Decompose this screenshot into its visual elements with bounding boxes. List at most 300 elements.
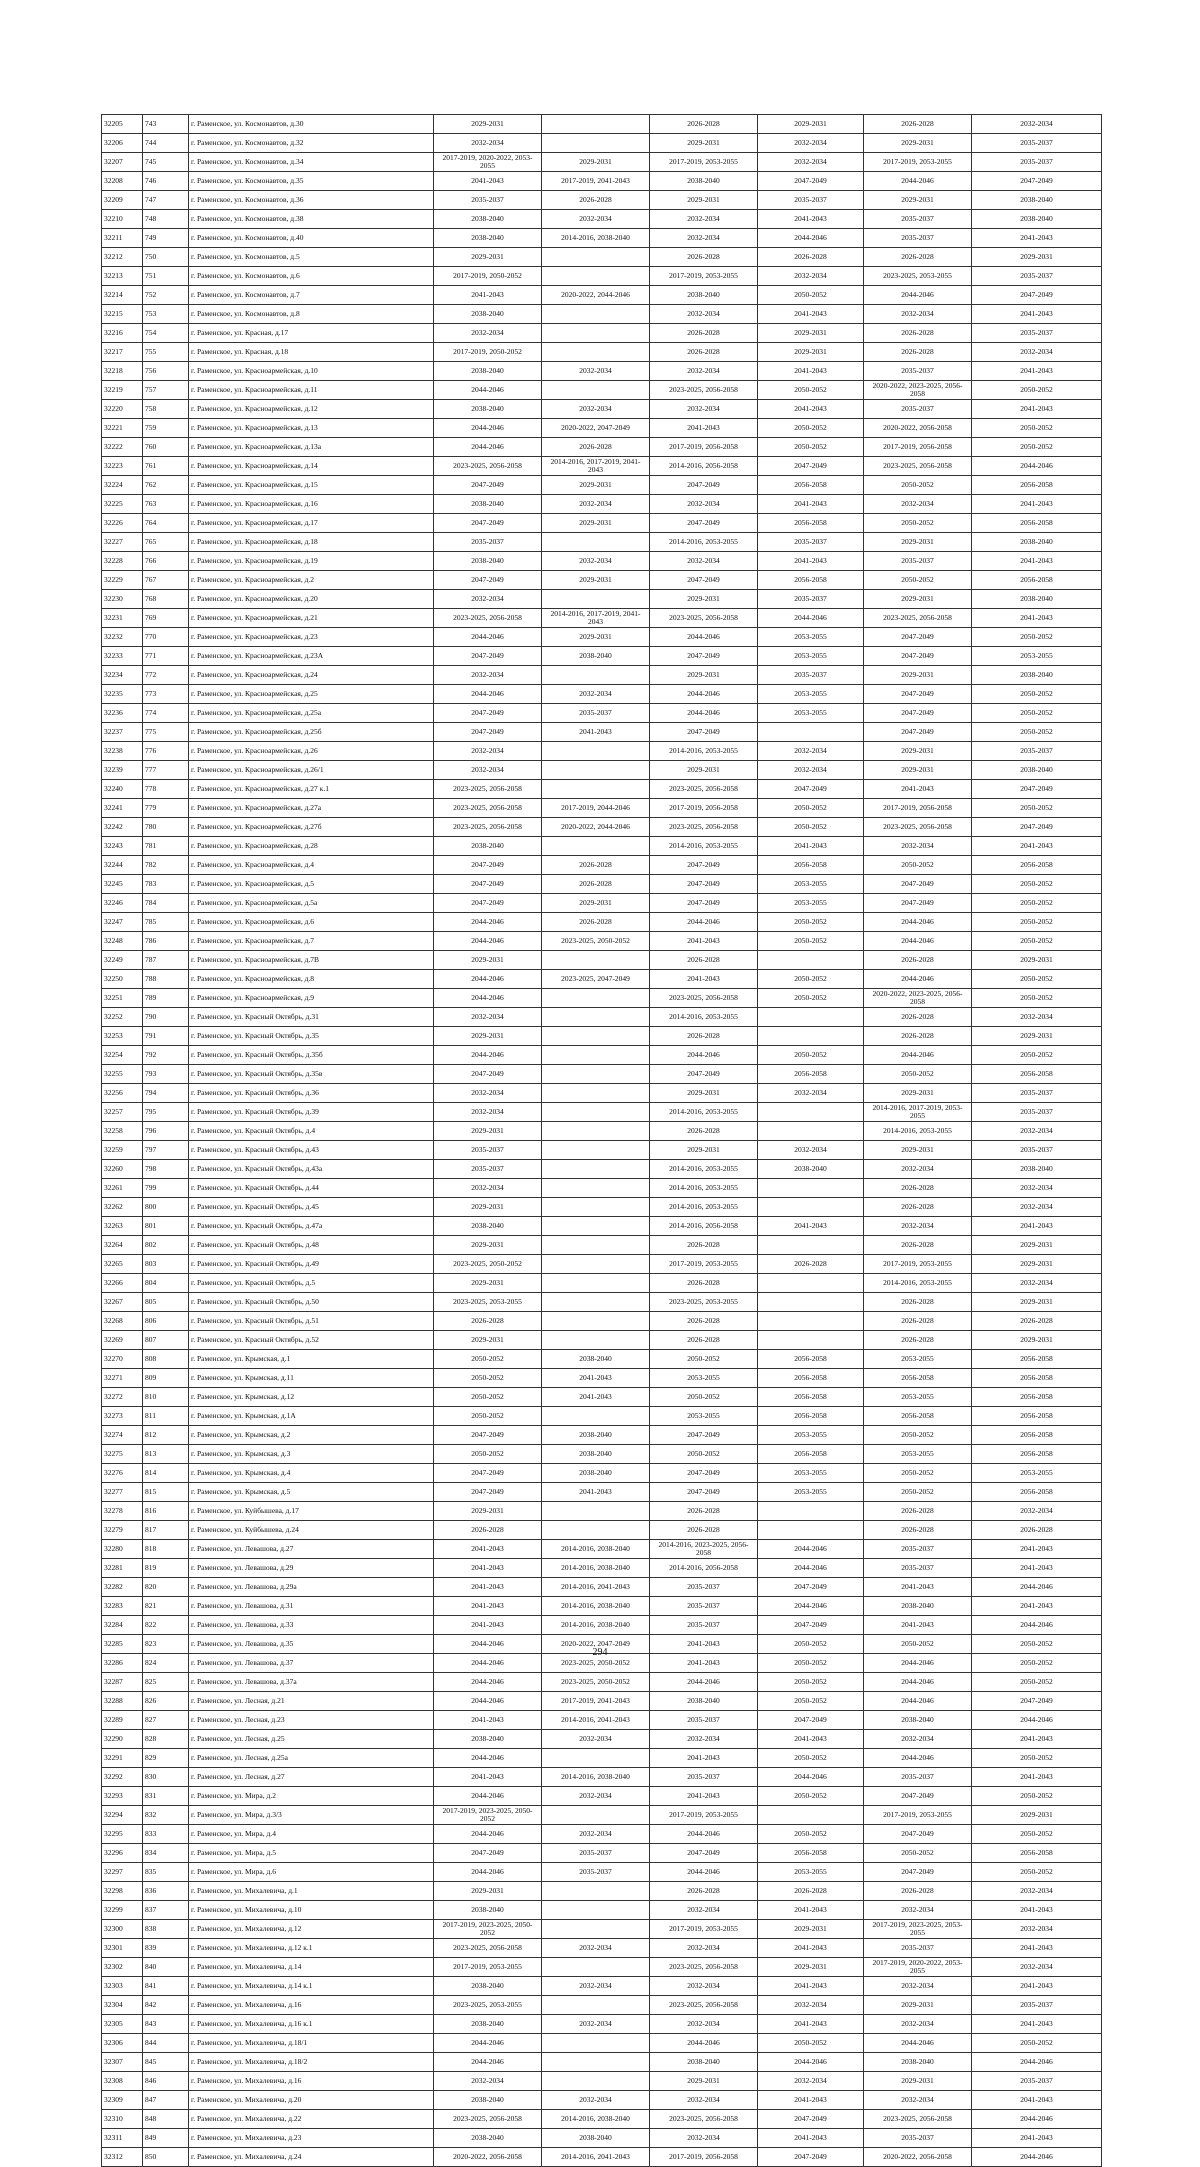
- period-cell-3: 2050-2052: [650, 1388, 758, 1407]
- period-cell-4: [758, 1293, 864, 1312]
- table-row: [102, 552, 1102, 571]
- table-row: [102, 1806, 1102, 1825]
- period-cell-5: 2035-2037: [864, 210, 972, 229]
- period-cell-6: 2035-2037: [972, 2072, 1102, 2091]
- period-cell-3: 2044-2046: [650, 704, 758, 723]
- period-cell-5: 2017-2019, 2056-2058: [864, 438, 972, 457]
- period-cell-6: 2041-2043: [972, 229, 1102, 248]
- period-cell-3: 2032-2034: [650, 1977, 758, 1996]
- address-cell: г. Раменское, ул. Крымская, д.2: [189, 1426, 434, 1445]
- period-cell-4: 2041-2043: [758, 305, 864, 324]
- address-cell: г. Раменское, ул. Мира, д.5: [189, 1844, 434, 1863]
- table-row: [102, 2110, 1102, 2129]
- period-cell-2: [542, 1179, 650, 1198]
- period-cell-1: 2017-2019, 2053-2055: [434, 1958, 542, 1977]
- period-cell-5: 2032-2034: [864, 1217, 972, 1236]
- table-row: [102, 723, 1102, 742]
- period-cell-4: 2056-2058: [758, 476, 864, 495]
- period-cell-5: 2017-2019, 2056-2058: [864, 799, 972, 818]
- registry-code-cell: 32241: [102, 799, 143, 818]
- period-cell-2: [542, 2034, 650, 2053]
- period-cell-1: 2038-2040: [434, 1217, 542, 1236]
- table-row: [102, 2053, 1102, 2072]
- address-cell: г. Раменское, ул. Красноармейская, д.23: [189, 628, 434, 647]
- period-cell-1: 2029-2031: [434, 248, 542, 267]
- period-cell-4: 2032-2034: [758, 1084, 864, 1103]
- period-cell-6: 2056-2058: [972, 1844, 1102, 1863]
- registry-code-cell: 32303: [102, 1977, 143, 1996]
- registry-code-cell: 32283: [102, 1597, 143, 1616]
- period-cell-6: 2056-2058: [972, 1065, 1102, 1084]
- period-cell-3: 2029-2031: [650, 761, 758, 780]
- registry-code-cell: 32247: [102, 913, 143, 932]
- period-cell-3: 2026-2028: [650, 1521, 758, 1540]
- address-cell: г. Раменское, ул. Красноармейская, д.23А: [189, 647, 434, 666]
- period-cell-3: 2035-2037: [650, 1768, 758, 1787]
- row-number-cell: 800: [143, 1198, 189, 1217]
- period-cell-4: 2035-2037: [758, 590, 864, 609]
- period-cell-2: 2032-2034: [542, 2015, 650, 2034]
- period-cell-2: [542, 1274, 650, 1293]
- address-cell: г. Раменское, ул. Крымская, д.1А: [189, 1407, 434, 1426]
- period-cell-1: 2044-2046: [434, 932, 542, 951]
- table-body: [102, 115, 1102, 2167]
- row-number-cell: 783: [143, 875, 189, 894]
- registry-code-cell: 32299: [102, 1901, 143, 1920]
- address-cell: г. Раменское, ул. Левашова, д.33: [189, 1616, 434, 1635]
- period-cell-5: 2029-2031: [864, 1996, 972, 2015]
- address-cell: г. Раменское, ул. Левашова, д.35: [189, 1635, 434, 1654]
- period-cell-4: 2032-2034: [758, 1141, 864, 1160]
- period-cell-3: 2023-2025, 2056-2058: [650, 609, 758, 628]
- period-cell-2: 2029-2031: [542, 894, 650, 913]
- period-cell-4: 2050-2052: [758, 799, 864, 818]
- period-cell-6: 2032-2034: [972, 1198, 1102, 1217]
- period-cell-2: [542, 1806, 650, 1825]
- table-row: [102, 1084, 1102, 1103]
- address-cell: г. Раменское, ул. Красноармейская, д.11: [189, 381, 434, 400]
- period-cell-5: 2032-2034: [864, 2091, 972, 2110]
- period-cell-4: 2032-2034: [758, 1996, 864, 2015]
- row-number-cell: 814: [143, 1464, 189, 1483]
- period-cell-6: 2035-2037: [972, 1996, 1102, 2015]
- period-cell-2: [542, 989, 650, 1008]
- address-cell: г. Раменское, ул. Красный Октябрь, д.49: [189, 1255, 434, 1274]
- period-cell-5: 2053-2055: [864, 1388, 972, 1407]
- period-cell-4: [758, 1236, 864, 1255]
- period-cell-5: 2032-2034: [864, 495, 972, 514]
- period-cell-5: 2044-2046: [864, 286, 972, 305]
- period-cell-6: 2041-2043: [972, 837, 1102, 856]
- period-cell-2: 2032-2034: [542, 495, 650, 514]
- period-cell-5: 2047-2049: [864, 1825, 972, 1844]
- row-number-cell: 774: [143, 704, 189, 723]
- period-cell-5: 2038-2040: [864, 1597, 972, 1616]
- address-cell: г. Раменское, ул. Красный Октябрь, д.44: [189, 1179, 434, 1198]
- row-number-cell: 819: [143, 1559, 189, 1578]
- period-cell-3: 2029-2031: [650, 1084, 758, 1103]
- row-number-cell: 835: [143, 1863, 189, 1882]
- period-cell-1: 2038-2040: [434, 552, 542, 571]
- period-cell-3: 2014-2016, 2023-2025, 2056-2058: [650, 1540, 758, 1559]
- period-cell-5: 2026-2028: [864, 1179, 972, 1198]
- period-cell-4: 2029-2031: [758, 324, 864, 343]
- row-number-cell: 749: [143, 229, 189, 248]
- registry-code-cell: 32281: [102, 1559, 143, 1578]
- row-number-cell: 758: [143, 400, 189, 419]
- address-cell: г. Раменское, ул. Космонавтов, д.6: [189, 267, 434, 286]
- period-cell-1: 2035-2037: [434, 1141, 542, 1160]
- registry-code-cell: 32236: [102, 704, 143, 723]
- period-cell-5: 2047-2049: [864, 1863, 972, 1882]
- period-cell-5: 2050-2052: [864, 1635, 972, 1654]
- period-cell-2: [542, 590, 650, 609]
- period-cell-3: 2029-2031: [650, 134, 758, 153]
- period-cell-2: [542, 951, 650, 970]
- period-cell-1: 2041-2043: [434, 1711, 542, 1730]
- registry-code-cell: 32287: [102, 1673, 143, 1692]
- table-row: [102, 1559, 1102, 1578]
- table-row: [102, 248, 1102, 267]
- address-cell: г. Раменское, ул. Куйбышева, д.17: [189, 1502, 434, 1521]
- table-row: [102, 1863, 1102, 1882]
- period-cell-2: [542, 1160, 650, 1179]
- address-cell: г. Раменское, ул. Красноармейская, д.10: [189, 362, 434, 381]
- address-cell: г. Раменское, ул. Космонавтов, д.7: [189, 286, 434, 305]
- table-row: [102, 1426, 1102, 1445]
- row-number-cell: 780: [143, 818, 189, 837]
- period-cell-1: 2017-2019, 2023-2025, 2050-2052: [434, 1920, 542, 1939]
- row-number-cell: 796: [143, 1122, 189, 1141]
- table-row: [102, 761, 1102, 780]
- registry-code-cell: 32293: [102, 1787, 143, 1806]
- period-cell-1: 2038-2040: [434, 1901, 542, 1920]
- period-cell-2: 2032-2034: [542, 552, 650, 571]
- registry-code-cell: 32246: [102, 894, 143, 913]
- table-row: [102, 1103, 1102, 1122]
- period-cell-1: 2038-2040: [434, 1730, 542, 1749]
- address-cell: г. Раменское, ул. Красноармейская, д.6: [189, 913, 434, 932]
- period-cell-2: 2038-2040: [542, 1350, 650, 1369]
- registry-code-cell: 32233: [102, 647, 143, 666]
- period-cell-1: 2029-2031: [434, 951, 542, 970]
- period-cell-4: 2041-2043: [758, 362, 864, 381]
- table-row: [102, 1122, 1102, 1141]
- period-cell-2: [542, 1920, 650, 1939]
- period-cell-2: 2032-2034: [542, 2091, 650, 2110]
- row-number-cell: 815: [143, 1483, 189, 1502]
- address-cell: г. Раменское, ул. Крымская, д.4: [189, 1464, 434, 1483]
- table-row: [102, 780, 1102, 799]
- period-cell-3: 2032-2034: [650, 1901, 758, 1920]
- period-cell-2: 2014-2016, 2041-2043: [542, 2148, 650, 2167]
- period-cell-6: 2050-2052: [972, 1787, 1102, 1806]
- period-cell-1: 2038-2040: [434, 837, 542, 856]
- period-cell-5: 2044-2046: [864, 1673, 972, 1692]
- period-cell-3: 2029-2031: [650, 1141, 758, 1160]
- address-cell: г. Раменское, ул. Красная, д.17: [189, 324, 434, 343]
- table-row: [102, 2072, 1102, 2091]
- period-cell-4: 2035-2037: [758, 666, 864, 685]
- registry-code-cell: 32268: [102, 1312, 143, 1331]
- period-cell-4: 2044-2046: [758, 1768, 864, 1787]
- registry-code-cell: 32304: [102, 1996, 143, 2015]
- period-cell-1: 2023-2025, 2053-2055: [434, 1996, 542, 2015]
- period-cell-3: 2017-2019, 2053-2055: [650, 1806, 758, 1825]
- period-cell-1: 2044-2046: [434, 1787, 542, 1806]
- period-cell-1: 2029-2031: [434, 1502, 542, 1521]
- period-cell-1: 2023-2025, 2056-2058: [434, 818, 542, 837]
- period-cell-4: 2029-2031: [758, 115, 864, 134]
- period-cell-6: 2056-2058: [972, 1426, 1102, 1445]
- period-cell-1: 2044-2046: [434, 419, 542, 438]
- period-cell-1: 2047-2049: [434, 723, 542, 742]
- period-cell-4: 2056-2058: [758, 1445, 864, 1464]
- registry-code-cell: 32298: [102, 1882, 143, 1901]
- period-cell-5: 2023-2025, 2056-2058: [864, 609, 972, 628]
- period-cell-5: 2035-2037: [864, 2129, 972, 2148]
- table-row: [102, 571, 1102, 590]
- table-row: [102, 1065, 1102, 1084]
- period-cell-3: 2026-2028: [650, 1274, 758, 1293]
- table-row: [102, 1977, 1102, 1996]
- period-cell-2: 2017-2019, 2041-2043: [542, 172, 650, 191]
- period-cell-1: 2020-2022, 2056-2058: [434, 2148, 542, 2167]
- period-cell-2: 2041-2043: [542, 1388, 650, 1407]
- period-cell-4: 2056-2058: [758, 856, 864, 875]
- period-cell-2: 2035-2037: [542, 1844, 650, 1863]
- period-cell-1: 2023-2025, 2050-2052: [434, 1255, 542, 1274]
- table-row: [102, 894, 1102, 913]
- period-cell-5: 2032-2034: [864, 1160, 972, 1179]
- row-number-cell: 790: [143, 1008, 189, 1027]
- registry-code-cell: 32280: [102, 1540, 143, 1559]
- period-cell-2: 2014-2016, 2038-2040: [542, 229, 650, 248]
- period-cell-5: 2026-2028: [864, 1008, 972, 1027]
- period-cell-5: 2026-2028: [864, 1198, 972, 1217]
- table-row: [102, 989, 1102, 1008]
- period-cell-1: 2050-2052: [434, 1388, 542, 1407]
- period-cell-3: 2047-2049: [650, 571, 758, 590]
- period-cell-2: 2032-2034: [542, 210, 650, 229]
- period-cell-1: 2029-2031: [434, 1882, 542, 1901]
- address-cell: г. Раменское, ул. Красноармейская, д.8: [189, 970, 434, 989]
- table-row: [102, 438, 1102, 457]
- address-cell: г. Раменское, ул. Красноармейская, д.4: [189, 856, 434, 875]
- period-cell-3: 2038-2040: [650, 2053, 758, 2072]
- period-cell-4: 2050-2052: [758, 913, 864, 932]
- period-cell-6: 2038-2040: [972, 1160, 1102, 1179]
- period-cell-6: 2053-2055: [972, 1464, 1102, 1483]
- period-cell-2: [542, 742, 650, 761]
- period-cell-5: 2032-2034: [864, 1730, 972, 1749]
- registry-code-cell: 32239: [102, 761, 143, 780]
- period-cell-3: 2029-2031: [650, 191, 758, 210]
- period-cell-5: 2044-2046: [864, 932, 972, 951]
- row-number-cell: 745: [143, 153, 189, 172]
- period-cell-5: 2032-2034: [864, 1901, 972, 1920]
- registry-code-cell: 32218: [102, 362, 143, 381]
- period-cell-2: [542, 1084, 650, 1103]
- row-number-cell: 838: [143, 1920, 189, 1939]
- registry-code-cell: 32278: [102, 1502, 143, 1521]
- period-cell-2: 2026-2028: [542, 875, 650, 894]
- row-number-cell: 757: [143, 381, 189, 400]
- registry-code-cell: 32250: [102, 970, 143, 989]
- address-cell: г. Раменское, ул. Красноармейская, д.25а: [189, 704, 434, 723]
- period-cell-1: 2035-2037: [434, 533, 542, 552]
- period-cell-6: 2038-2040: [972, 590, 1102, 609]
- period-cell-1: 2038-2040: [434, 495, 542, 514]
- period-cell-6: 2050-2052: [972, 1825, 1102, 1844]
- period-cell-3: 2017-2019, 2053-2055: [650, 153, 758, 172]
- period-cell-5: 2029-2031: [864, 1084, 972, 1103]
- period-cell-3: 2047-2049: [650, 647, 758, 666]
- period-cell-5: 2026-2028: [864, 1293, 972, 1312]
- registry-code-cell: 32292: [102, 1768, 143, 1787]
- address-cell: г. Раменское, ул. Красный Октябрь, д.52: [189, 1331, 434, 1350]
- period-cell-2: [542, 1293, 650, 1312]
- period-cell-6: 2041-2043: [972, 1217, 1102, 1236]
- period-cell-6: 2032-2034: [972, 1958, 1102, 1977]
- period-cell-2: 2014-2016, 2017-2019, 2041-2043: [542, 609, 650, 628]
- row-number-cell: 820: [143, 1578, 189, 1597]
- period-cell-2: 2017-2019, 2044-2046: [542, 799, 650, 818]
- period-cell-4: 2044-2046: [758, 609, 864, 628]
- period-cell-2: 2035-2037: [542, 704, 650, 723]
- period-cell-5: 2035-2037: [864, 1559, 972, 1578]
- row-number-cell: 782: [143, 856, 189, 875]
- address-cell: г. Раменское, ул. Михалевича, д.12: [189, 1920, 434, 1939]
- period-cell-2: 2026-2028: [542, 438, 650, 457]
- period-cell-3: 2023-2025, 2056-2058: [650, 818, 758, 837]
- period-cell-2: 2026-2028: [542, 913, 650, 932]
- period-cell-3: 2026-2028: [650, 951, 758, 970]
- registry-code-cell: 32243: [102, 837, 143, 856]
- registry-code-cell: 32234: [102, 666, 143, 685]
- period-cell-2: 2029-2031: [542, 571, 650, 590]
- period-cell-5: 2026-2028: [864, 248, 972, 267]
- table-row: [102, 2148, 1102, 2167]
- address-cell: г. Раменское, ул. Лесная, д.23: [189, 1711, 434, 1730]
- period-cell-5: 2047-2049: [864, 723, 972, 742]
- registry-code-cell: 32309: [102, 2091, 143, 2110]
- period-cell-4: 2041-2043: [758, 1901, 864, 1920]
- address-cell: г. Раменское, ул. Крымская, д.5: [189, 1483, 434, 1502]
- row-number-cell: 801: [143, 1217, 189, 1236]
- period-cell-4: 2047-2049: [758, 780, 864, 799]
- registry-code-cell: 32229: [102, 571, 143, 590]
- period-cell-3: 2032-2034: [650, 305, 758, 324]
- period-cell-6: 2050-2052: [972, 1654, 1102, 1673]
- address-cell: г. Раменское, ул. Михалевича, д.18/2: [189, 2053, 434, 2072]
- table-row: [102, 1578, 1102, 1597]
- row-number-cell: 847: [143, 2091, 189, 2110]
- period-cell-6: 2056-2058: [972, 514, 1102, 533]
- period-cell-5: 2032-2034: [864, 305, 972, 324]
- period-cell-1: 2038-2040: [434, 2091, 542, 2110]
- period-cell-5: 2029-2031: [864, 590, 972, 609]
- table-row: [102, 1787, 1102, 1806]
- period-cell-4: 2050-2052: [758, 818, 864, 837]
- address-cell: г. Раменское, ул. Красноармейская, д.13: [189, 419, 434, 438]
- period-cell-3: 2044-2046: [650, 628, 758, 647]
- period-cell-5: 2044-2046: [864, 970, 972, 989]
- period-cell-4: 2050-2052: [758, 286, 864, 305]
- registry-code-cell: 32245: [102, 875, 143, 894]
- table-row: [102, 2129, 1102, 2148]
- period-cell-5: 2047-2049: [864, 685, 972, 704]
- period-cell-3: 2032-2034: [650, 2129, 758, 2148]
- period-cell-6: 2050-2052: [972, 875, 1102, 894]
- period-cell-4: 2050-2052: [758, 2034, 864, 2053]
- period-cell-6: 2056-2058: [972, 571, 1102, 590]
- period-cell-3: 2023-2025, 2056-2058: [650, 381, 758, 400]
- period-cell-4: 2050-2052: [758, 989, 864, 1008]
- registry-code-cell: 32279: [102, 1521, 143, 1540]
- period-cell-3: 2041-2043: [650, 970, 758, 989]
- period-cell-4: 2044-2046: [758, 1559, 864, 1578]
- period-cell-2: 2026-2028: [542, 191, 650, 210]
- table-row: [102, 324, 1102, 343]
- address-cell: г. Раменское, ул. Лесная, д.27: [189, 1768, 434, 1787]
- table-row: [102, 837, 1102, 856]
- period-cell-2: [542, 1312, 650, 1331]
- period-cell-5: 2026-2028: [864, 115, 972, 134]
- period-cell-6: 2041-2043: [972, 400, 1102, 419]
- period-cell-3: 2029-2031: [650, 666, 758, 685]
- period-cell-1: 2038-2040: [434, 1977, 542, 1996]
- period-cell-4: 2035-2037: [758, 533, 864, 552]
- period-cell-5: 2029-2031: [864, 761, 972, 780]
- registry-code-cell: 32290: [102, 1730, 143, 1749]
- address-cell: г. Раменское, ул. Красноармейская, д.26/1: [189, 761, 434, 780]
- period-cell-3: 2035-2037: [650, 1711, 758, 1730]
- registry-code-cell: 32206: [102, 134, 143, 153]
- table-row: [102, 1882, 1102, 1901]
- address-cell: г. Раменское, ул. Космонавтов, д.35: [189, 172, 434, 191]
- period-cell-4: 2053-2055: [758, 1426, 864, 1445]
- registry-code-cell: 32262: [102, 1198, 143, 1217]
- period-cell-2: [542, 1046, 650, 1065]
- row-number-cell: 840: [143, 1958, 189, 1977]
- table-row: [102, 1958, 1102, 1977]
- registry-code-cell: 32224: [102, 476, 143, 495]
- period-cell-3: 2032-2034: [650, 2015, 758, 2034]
- period-cell-3: 2050-2052: [650, 1445, 758, 1464]
- period-cell-2: [542, 134, 650, 153]
- registry-code-cell: 32296: [102, 1844, 143, 1863]
- period-cell-5: 2029-2031: [864, 533, 972, 552]
- period-cell-6: 2050-2052: [972, 989, 1102, 1008]
- table-row: [102, 172, 1102, 191]
- period-cell-3: 2014-2016, 2053-2055: [650, 837, 758, 856]
- period-cell-3: 2014-2016, 2053-2055: [650, 1179, 758, 1198]
- period-cell-5: 2038-2040: [864, 1711, 972, 1730]
- row-number-cell: 850: [143, 2148, 189, 2167]
- registry-code-cell: 32205: [102, 115, 143, 134]
- table-row: [102, 666, 1102, 685]
- table-row: [102, 1293, 1102, 1312]
- period-cell-6: 2050-2052: [972, 419, 1102, 438]
- row-number-cell: 778: [143, 780, 189, 799]
- period-cell-3: 2023-2025, 2056-2058: [650, 989, 758, 1008]
- row-number-cell: 822: [143, 1616, 189, 1635]
- row-number-cell: 804: [143, 1274, 189, 1293]
- period-cell-1: 2041-2043: [434, 1540, 542, 1559]
- period-cell-6: 2041-2043: [972, 552, 1102, 571]
- period-cell-6: 2050-2052: [972, 381, 1102, 400]
